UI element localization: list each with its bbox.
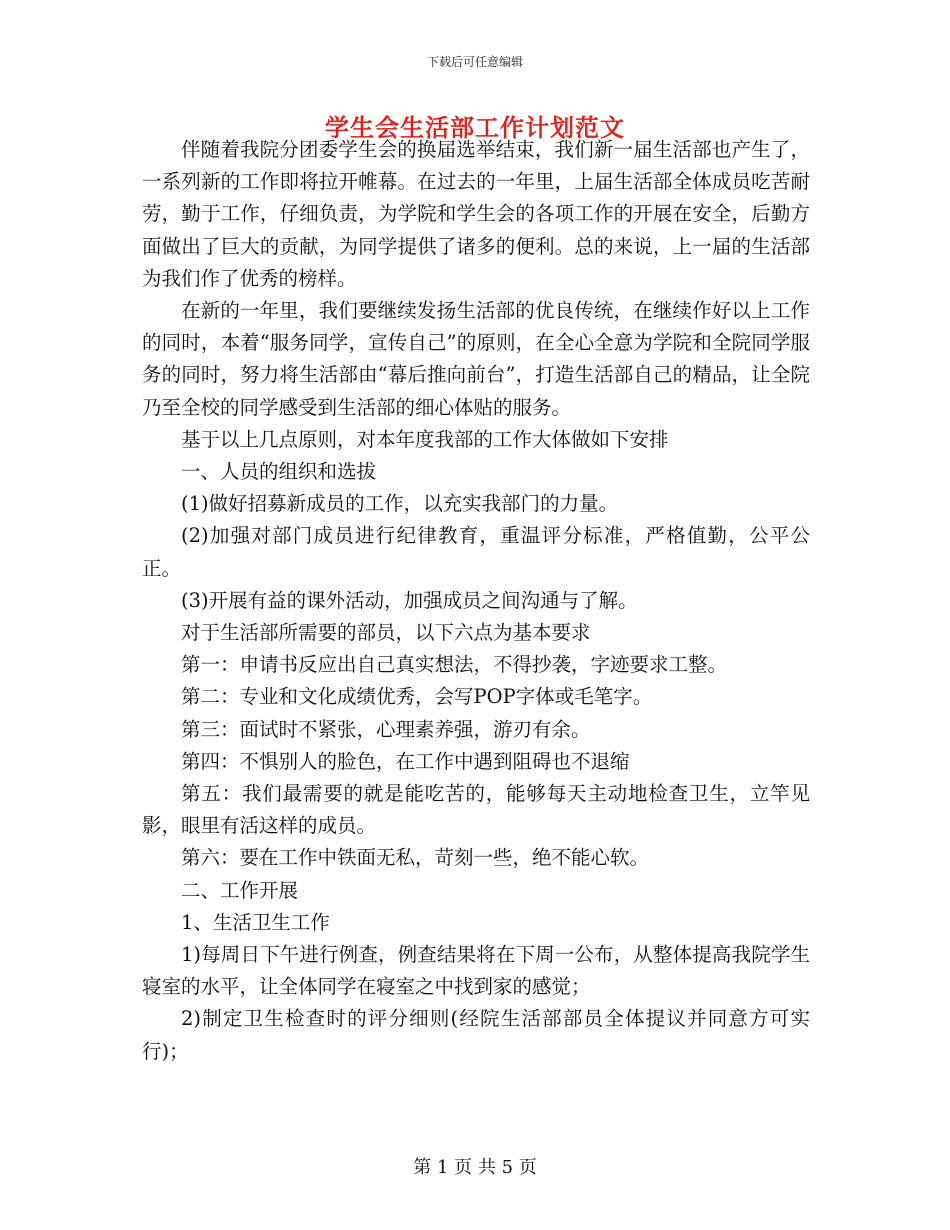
list-item: 第三：面试时不紧张，心理素养强，游刃有余。 (181, 717, 591, 741)
paragraph: 对于生活部所需要的部员，以下六点为基本要求 (181, 621, 591, 645)
list-item: 第六：要在工作中铁面无私，苛刻一些，绝不能心软。 (181, 846, 650, 870)
list-item: (2)加强对部门成员进行纪律教育，重温评分标准，严格值勤，公平公正。 (142, 524, 810, 580)
subsection-heading: 1、生活卫生工作 (181, 910, 330, 934)
paragraph: 基于以上几点原则，对本年度我部的工作大体做如下安排 (181, 427, 669, 451)
list-item: (1)做好招募新成员的工作，以充实我部门的力量。 (181, 492, 619, 516)
list-item: (3)开展有益的课外活动，加强成员之间沟通与了解。 (181, 588, 638, 612)
list-item: 第二：专业和文化成绩优秀，会写POP字体或毛笔字。 (181, 685, 653, 709)
paragraph: 在新的一年里，我们要继续发扬生活部的优良传统，在继续作好以上工作的同时，本着“服务同学，宣传自己”的原则，在全心全意为学院和全院同学服务的同时，努力将生活部由“幕后推向前台”，打造生活部自己的精品，让全院乃至全校的同学感受到生活部的细心体贴的服务。 (142, 299, 810, 419)
list-item: 第一：申请书反应出自己真实想法，不得抄袭，字迹要求工整。 (181, 653, 728, 677)
document-title: 学生会生活部工作计划范文 (325, 113, 625, 142)
section-heading: 一、人员的组织和选拔 (181, 460, 377, 484)
list-item: 第四：不惧别人的脸色，在工作中遇到阻碍也不退缩 (181, 749, 630, 773)
list-item: 第五：我们最需要的就是能吃苦的，能够每天主动地检查卫生，立竿见影，眼里有活这样的成员。 (142, 782, 810, 838)
list-item: 1)每周日下午进行例查，例查结果将在下周一公布，从整体提高我院学生寝室的水平，让全体同学在寝室之中找到家的感觉； (142, 943, 810, 999)
document-body (142, 134, 810, 1068)
section-heading: 二、工作开展 (181, 878, 299, 902)
list-item: 2)制定卫生检查时的评分细则(经院生活部部员全体提议并同意方可实行)； (142, 1007, 810, 1063)
header-note: 下载后可任意编辑 (426, 55, 523, 69)
paragraph: 伴随着我院分团委学生会的换届选举结束，我们新一届生活部也产生了，一系列新的工作即将拉开帷幕。在过去的一年里，上届生活部全体成员吃苦耐劳，勤于工作，仔细负责，为学院和学生会的各项工作的开展在安全，后勤方面做出了巨大的贡献，为同学提供了诸多的便利。总的来说，上一届的生活部为我们作了优秀的榜样。 (142, 138, 810, 290)
page-number-footer: 第 1 页 共 5 页 (413, 1157, 537, 1178)
